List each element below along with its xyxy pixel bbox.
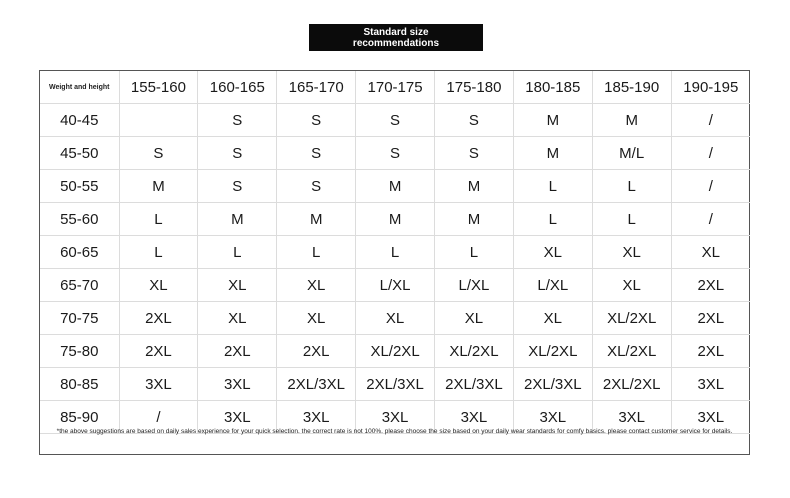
weight-label: 80-85 [40, 368, 119, 401]
weight-label: 60-65 [40, 236, 119, 269]
table-row [40, 137, 750, 170]
weight-label: 40-45 [40, 104, 119, 137]
height-header: 185-190 [592, 71, 671, 104]
size-cell: S [356, 137, 435, 170]
size-cell: M [592, 104, 671, 137]
size-cell: XL [592, 236, 671, 269]
size-cell: L [435, 236, 514, 269]
footnote: *the above suggestions are based on daily sales experience for your quick selection. the correct rate is not 100%. please choose the size based on your daily wear standards for comfy basics. please contact customer service for details. [56, 428, 733, 435]
size-cell: 2XL/3XL [513, 368, 592, 401]
size-cell: 2XL [119, 302, 198, 335]
size-cell: XL [435, 302, 514, 335]
size-cell: XL [277, 269, 356, 302]
size-cell: L/XL [356, 269, 435, 302]
size-cell: S [119, 137, 198, 170]
size-cell: S [198, 137, 277, 170]
size-cell: 3XL [592, 401, 671, 434]
size-cell: XL/2XL [356, 335, 435, 368]
size-cell: L [513, 203, 592, 236]
size-cell: L [119, 236, 198, 269]
size-cell: 3XL [671, 401, 750, 434]
size-cell: XL [119, 269, 198, 302]
size-cell: 3XL [198, 368, 277, 401]
size-cell: XL [198, 302, 277, 335]
size-cell: 2XL [671, 335, 750, 368]
size-cell: S [198, 104, 277, 137]
height-header: 180-185 [513, 71, 592, 104]
size-cell: / [671, 137, 750, 170]
size-cell: XL [198, 269, 277, 302]
size-cell: S [435, 104, 514, 137]
size-cell: L/XL [435, 269, 514, 302]
height-header: 175-180 [435, 71, 514, 104]
height-header: 170-175 [356, 71, 435, 104]
size-cell: / [119, 401, 198, 434]
title-banner [309, 24, 483, 51]
size-cell: / [671, 170, 750, 203]
size-cell: L [592, 170, 671, 203]
size-cell: M [513, 137, 592, 170]
size-cell: L [356, 236, 435, 269]
size-cell: L [119, 203, 198, 236]
size-cell: XL [513, 236, 592, 269]
size-cell: XL/2XL [592, 335, 671, 368]
table-row [40, 236, 750, 269]
size-cell: 3XL [513, 401, 592, 434]
size-chart-table [40, 71, 750, 434]
size-cell: 2XL/3XL [356, 368, 435, 401]
size-cell: XL [356, 302, 435, 335]
corner-label: Weight and height [40, 71, 119, 104]
weight-label: 65-70 [40, 269, 119, 302]
size-cell: L [277, 236, 356, 269]
size-cell: XL [671, 236, 750, 269]
size-cell [119, 104, 198, 137]
weight-label: 70-75 [40, 302, 119, 335]
size-cell: L [592, 203, 671, 236]
weight-label: 45-50 [40, 137, 119, 170]
table-row [40, 269, 750, 302]
size-cell: M [356, 170, 435, 203]
height-header: 160-165 [198, 71, 277, 104]
size-cell: L/XL [513, 269, 592, 302]
size-cell: M [119, 170, 198, 203]
height-header: 165-170 [277, 71, 356, 104]
size-cell: S [277, 104, 356, 137]
size-cell: S [277, 170, 356, 203]
size-cell: S [356, 104, 435, 137]
weight-label: 50-55 [40, 170, 119, 203]
height-header: 155-160 [119, 71, 198, 104]
table-row [40, 368, 750, 401]
size-cell: 3XL [671, 368, 750, 401]
size-cell: S [277, 137, 356, 170]
size-cell: / [671, 104, 750, 137]
size-cell: XL [277, 302, 356, 335]
size-cell: XL [592, 269, 671, 302]
size-cell: 2XL [277, 335, 356, 368]
size-cell: 3XL [435, 401, 514, 434]
table-row [40, 335, 750, 368]
size-cell: M/L [592, 137, 671, 170]
size-cell: L [513, 170, 592, 203]
size-cell: 2XL/3XL [277, 368, 356, 401]
size-cell: S [435, 137, 514, 170]
size-cell: M [513, 104, 592, 137]
size-cell: 2XL [671, 302, 750, 335]
size-cell: XL/2XL [513, 335, 592, 368]
size-cell: XL [513, 302, 592, 335]
size-cell: M [198, 203, 277, 236]
size-cell: 3XL [119, 368, 198, 401]
size-cell: 2XL/3XL [435, 368, 514, 401]
height-header: 190-195 [671, 71, 750, 104]
size-cell: 2XL [671, 269, 750, 302]
size-cell: M [435, 203, 514, 236]
size-cell: 2XL [198, 335, 277, 368]
table-row [40, 203, 750, 236]
weight-label: 85-90 [40, 401, 119, 434]
size-cell: XL/2XL [592, 302, 671, 335]
size-cell: 3XL [356, 401, 435, 434]
size-cell: 3XL [277, 401, 356, 434]
size-cell: L [198, 236, 277, 269]
weight-label: 55-60 [40, 203, 119, 236]
size-cell: M [435, 170, 514, 203]
table-row [40, 104, 750, 137]
weight-label: 75-80 [40, 335, 119, 368]
size-cell: / [671, 203, 750, 236]
size-cell: 3XL [198, 401, 277, 434]
header-row [40, 71, 750, 104]
size-cell: XL/2XL [435, 335, 514, 368]
table-row [40, 170, 750, 203]
title-line-2: recommendations [352, 37, 440, 49]
size-cell: 2XL [119, 335, 198, 368]
size-cell: M [356, 203, 435, 236]
title-line-1: Standard size [363, 26, 429, 38]
size-cell: 2XL/2XL [592, 368, 671, 401]
table-row [40, 302, 750, 335]
size-cell: M [277, 203, 356, 236]
size-chart-frame [39, 70, 750, 455]
size-cell: S [198, 170, 277, 203]
